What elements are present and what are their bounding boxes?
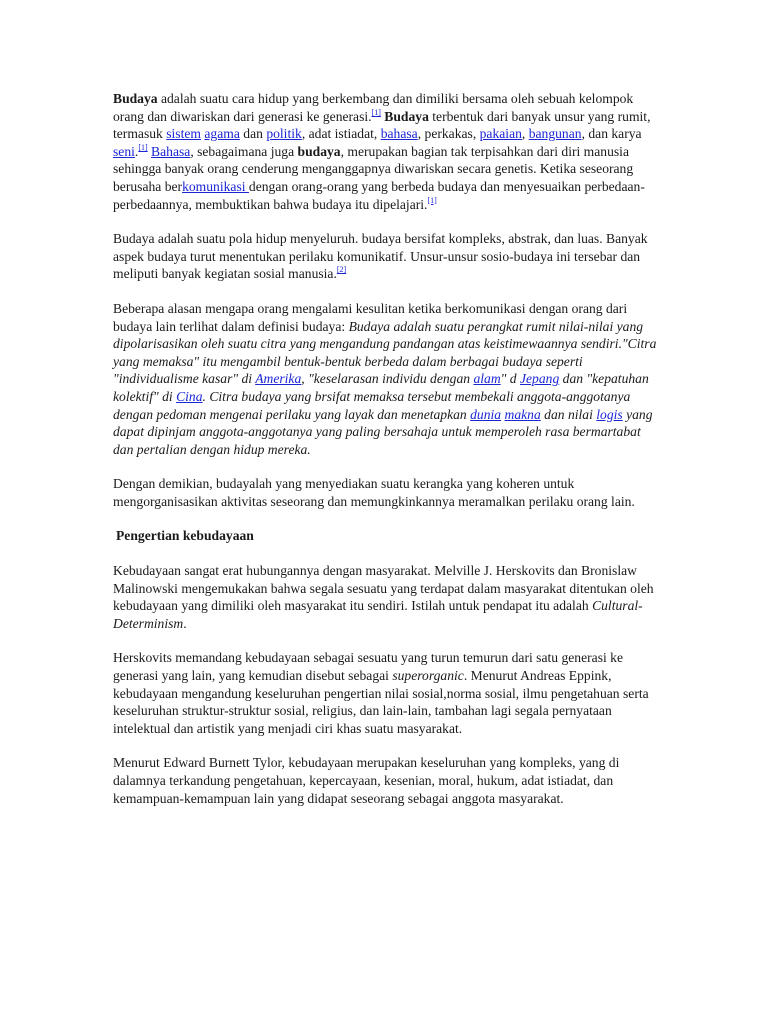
bold-term: Budaya [113,91,158,106]
text: , [521,126,529,142]
footnote-ref-1[interactable]: [1] [138,142,148,152]
paragraph-kerangka [113,475,658,510]
italic-text: Budaya adalah suatu perangkat rumit nilai-nilai yang dipolarisasikan oleh suatu citra yang mengandung pandangan atas keistimewaannya sendiri."Citra yang memaksa" itu mengambil bentuk-bentuk berbeda dalam berbagai budaya seperti "individualisme kasar" di [113,318,657,387]
text: Dengan demikian, budayalah yang menyediakan suatu kerangka yang koheren untuk mengorganisasikan aktivitas seseorang dan memungkinkannya meramalkan perilaku orang lain. [113,476,635,509]
footnote-ref-1[interactable]: [1] [371,107,381,117]
italic-text: , "keselarasan individu dengan [301,371,474,387]
link-sistem[interactable]: sistem [166,126,201,142]
link-jepang[interactable]: Jepang [519,371,560,387]
link-makna[interactable]: makna [504,406,541,422]
text: adalah suatu cara hidup yang berkembang dan dimiliki bersama oleh sebuah kelompok orang dan diwariskan dari generasi ke generasi. [113,91,634,124]
link-alam[interactable]: alam [473,371,501,387]
italic-text: dan nilai [540,406,597,422]
document-body [113,90,658,824]
text: dengan orang-orang yang berbeda budaya dan menyesuaikan perbedaan-perbedaannya, membuktikan bahwa budaya itu dipelajari. [113,178,645,212]
link-bahasa-2[interactable]: Bahasa [151,143,191,159]
link-amerika[interactable]: Amerika [255,371,302,387]
text: . [134,143,139,159]
paragraph-superorganic [113,649,658,737]
text: Kebudayaan sangat erat hubungannya dengan masyarakat. Melville J. Herskovits dan Bronislaw Malinowski mengemukakan bahwa segala sesuatu yang terdapat dalam masyarakat ditentukan oleh kebudayaan yang dimiliki oleh masyarakat itu sendiri. Istilah untuk pendapat itu adalah [113,563,654,614]
text: Beberapa alasan mengapa orang mengalami kesulitan ketika berkomunikasi dengan orang dari budaya lain terlihat dalam definisi budaya: [113,300,628,334]
link-seni[interactable]: seni [113,143,135,159]
link-komunikasi[interactable]: komunikasi [182,178,249,194]
paragraph-definition [113,90,658,213]
paragraph-alasan [113,300,658,458]
link-bangunan[interactable]: bangunan [528,126,582,142]
paragraph-pola-hidup [113,230,658,283]
text: , merupakan bagian tak terpisahkan dari diri manusia sehingga banyak orang cenderung menganggapnya diwariskan secara genetis. Ketika seseorang berusaha ber [113,143,634,194]
text: . [183,615,187,631]
text: , perkakas, [417,126,480,142]
paragraph-herskovits-malinowski [113,562,658,632]
footnote-ref-2[interactable]: [2] [336,265,347,275]
link-logis[interactable]: logis [596,406,623,422]
text: terbentuk dari banyak unsur yang rumit, termasuk [113,108,651,142]
link-dunia[interactable]: dunia [470,406,502,422]
italic-text: " d [500,371,520,387]
text: Budaya adalah suatu pola hidup menyeluruh. budaya bersifat kompleks, abstrak, dan luas. Banyak aspek budaya turut menentukan perilaku komunikatif. Unsur-unsur sosio-budaya ini tersebar dan meliputi banyak kegiatan sosial manusia. [113,231,648,282]
text: Herskovits memandang kebudayaan sebagai sesuatu yang turun temurun dari satu generasi ke generasi yang lain, yang kemudian disebut sebagai [113,650,623,684]
italic-text: . Citra budaya yang brsifat memaksa tersebut membekali anggota-anggotanya dengan pedoman mengenai perilaku yang layak dan menetapkan [113,388,631,422]
bold-term: budaya [297,143,341,159]
text: , sebagaimana juga [190,143,298,159]
link-bahasa[interactable]: bahasa [380,126,418,142]
bold-term: Budaya [384,108,429,124]
link-agama[interactable]: agama [204,126,240,142]
text: , adat istiadat, [301,126,381,142]
link-cina[interactable]: Cina [176,388,203,404]
text: , dan karya [581,126,642,142]
italic-term: Cultural-Determinism [113,598,643,631]
text: dan [239,126,267,142]
link-politik[interactable]: politik [266,126,302,142]
italic-text: yang dapat dipinjam anggota-anggotanya yang paling bersahaja untuk memperoleh rasa bermartabat dan pertalian dengan hidup mereka. [113,406,653,457]
paragraph-tylor [113,754,658,807]
footnote-ref-1[interactable]: [1] [427,195,437,205]
italic-term: superorganic [392,668,464,684]
italic-text: dan "kepatuhan kolektif" di [113,371,649,404]
section-heading: Pengertian kebudayaan [116,528,254,544]
text: . Menurut Andreas Eppink, kebudayaan mengandung keseluruhan pengertian nilai sosial,norma sosial, ilmu pengetahuan serta keseluruhan struktur-struktur sosial, religius, dan lain-lain, tambahan lagi segala pernyataan intelektual dan artistik yang menjadi ciri khas suatu masyarakat. [113,668,649,736]
link-pakaian[interactable]: pakaian [479,126,522,142]
text: Menurut Edward Burnett Tylor, kebudayaan merupakan keseluruhan yang kompleks, yang di dalamnya terkandung pengetahuan, kepercayaan, kesenian, moral, hukum, adat istiadat, dan kemampuan-kemampuan lain yang didapat seseorang sebagai anggota masyarakat. [113,755,620,806]
